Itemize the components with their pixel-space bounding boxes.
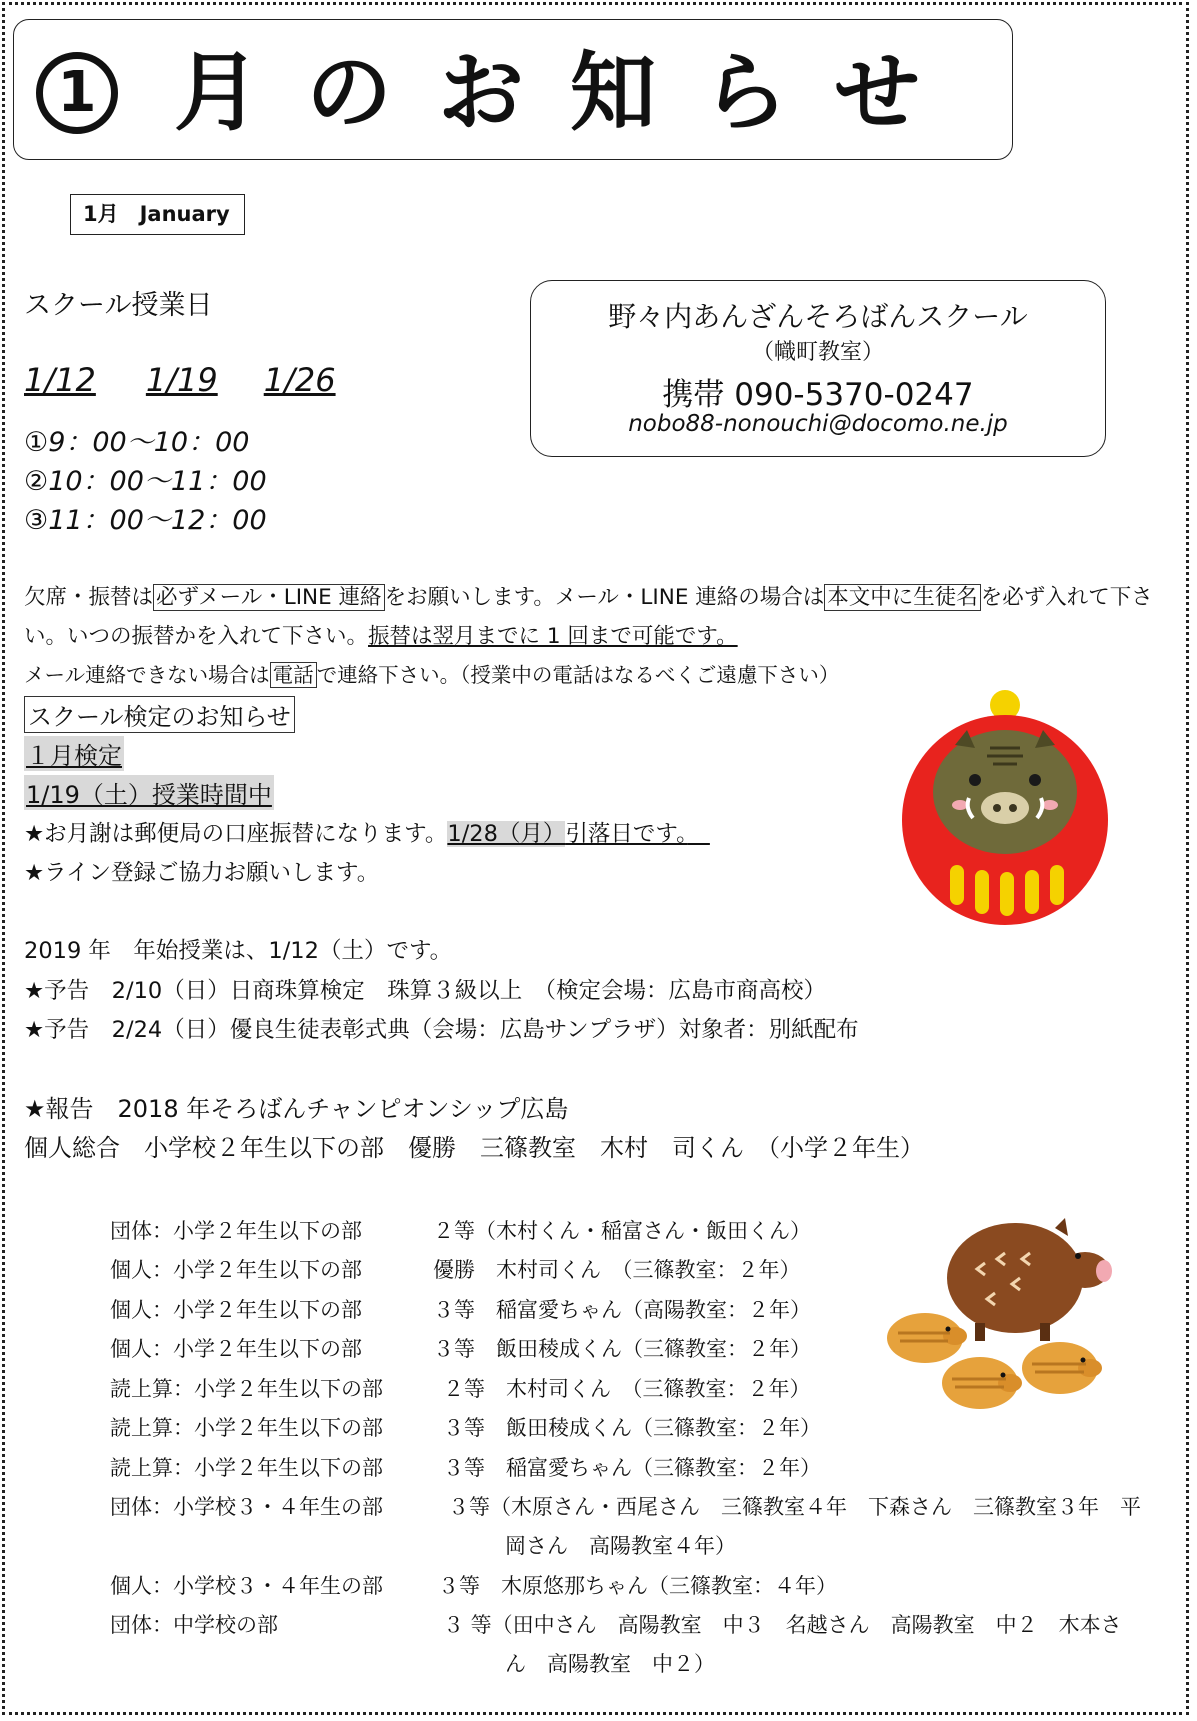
title-char: の	[306, 43, 392, 143]
phone-number: 携帯 090-5370-0247	[662, 377, 974, 413]
notice-text: をお願いします。メール・LINE 連絡の場合は	[384, 585, 825, 610]
result-category: 読上算：小学２年生以下の部	[110, 1416, 383, 1440]
preview-notice: ★予告 2/10（日）日商珠算検定 珠算３級以上 （検定会場：広島市商高校）	[24, 978, 826, 1004]
notice-text: 欠席・振替は	[24, 585, 154, 610]
result-category: 個人：小学２年生以下の部	[110, 1337, 362, 1361]
class-time: ③11：00〜12：00	[24, 505, 267, 536]
exam-month: １月検定	[24, 736, 124, 771]
result-category: 団体：中学校の部	[110, 1613, 278, 1637]
page-title	[13, 19, 1013, 160]
report-heading: ★報告 2018 年そろばんチャンピオンシップ広島	[24, 1095, 569, 1123]
school-dates	[24, 361, 336, 399]
title-char: お	[438, 43, 524, 143]
school-date: 1/26	[263, 361, 336, 399]
school-date: 1/12	[24, 361, 96, 399]
contact-box	[530, 280, 1106, 457]
school-days-heading: スクール授業日	[24, 290, 213, 321]
first-class-notice: 2019 年 年始授業は、1/12（土）です。	[24, 938, 453, 964]
result-category: 個人：小学２年生以下の部	[110, 1258, 362, 1282]
title-char: せ	[834, 43, 920, 143]
notice-text: メール連絡できない場合は	[24, 663, 270, 687]
boar-family-illustration	[880, 1208, 1120, 1433]
fee-notice	[24, 816, 710, 848]
result-detail: ３ 等（田中さん 高陽教室 中３ 名越さん 高陽教室 中２ 木本さ	[443, 1613, 1122, 1637]
notice-text: を必ず入れて下さ	[980, 585, 1153, 610]
result-detail: 優勝 木村司くん （三篠教室：２年）	[433, 1258, 801, 1282]
result-detail: ２等 木村司くん （三篠教室：２年）	[443, 1377, 811, 1401]
fee-text: ★お月謝は郵便局の口座振替になります。	[24, 821, 448, 847]
notice-line	[24, 619, 738, 650]
month-number: 1	[57, 60, 97, 125]
month-number-circle	[36, 52, 118, 134]
fee-text: 引落日です。	[565, 821, 688, 847]
exam-date: 1/19（土）授業時間中	[24, 775, 274, 810]
notice-boxed-text: 本文中に生徒名	[824, 584, 981, 611]
result-category: 団体：小学校３・４年生の部	[110, 1495, 383, 1519]
notice-line	[24, 658, 839, 688]
result-detail: ３等 稲富愛ちゃん（三篠教室：２年）	[443, 1456, 821, 1480]
email-address: nobo88-nonouchi@docomo.ne.jp	[628, 411, 1008, 437]
result-category: 個人：小学２年生以下の部	[110, 1298, 362, 1322]
title-char: 知	[570, 43, 656, 143]
title-char: ら	[702, 43, 788, 143]
result-category: 読上算：小学２年生以下の部	[110, 1456, 383, 1480]
school-branch: （幟町教室）	[751, 340, 884, 365]
exam-heading: スクール検定のお知らせ	[24, 696, 295, 733]
report-highlight: 個人総合 小学校２年生以下の部 優勝 三篠教室 木村 司くん （小学２年生）	[24, 1134, 924, 1162]
notice-text: で連絡下さい。（授業中の電話はなるべくご遠慮下さい）	[316, 663, 840, 687]
notice-underlined-text: 振替は翌月までに 1 回まで可能です。	[368, 624, 738, 649]
notice-boxed-text: 必ずメール・LINE 連絡	[153, 584, 385, 611]
notice-boxed-text: 電話	[270, 662, 317, 688]
result-detail: ３等 飯田稜成くん（三篠教室：２年）	[433, 1337, 811, 1361]
result-detail: ３等（木原さん・西尾さん 三篠教室４年 下森さん 三篠教室３年 平	[448, 1495, 1141, 1519]
notice-text: い。いつの振替かを入れて下さい。	[24, 624, 369, 649]
notice-line	[24, 580, 1153, 611]
class-time: ①9：00〜10：00	[24, 427, 250, 458]
result-detail-continued: 岡さん 高陽教室４年）	[505, 1534, 736, 1558]
result-detail: ３等 木原悠那ちゃん（三篠教室：４年）	[438, 1574, 837, 1598]
school-date: 1/19	[145, 361, 218, 399]
result-detail: ３等 稲富愛ちゃん（高陽教室：２年）	[433, 1298, 811, 1322]
month-label: 1月 January	[70, 194, 245, 235]
school-name: 野々内あんざんそろばんスクール	[608, 300, 1028, 333]
result-category: 読上算：小学２年生以下の部	[110, 1377, 383, 1401]
title-char: 月	[174, 43, 260, 143]
daruma-boar-illustration	[895, 690, 1115, 930]
preview-notice: ★予告 2/24（日）優良生徒表彰式典（会場：広島サンプラザ）対象者：別紙配布	[24, 1017, 859, 1043]
result-detail: ２等（木村くん・稲富さん・飯田くん）	[433, 1219, 811, 1243]
class-time: ②10：00〜11：00	[24, 466, 267, 497]
fee-date: 1/28（月）	[447, 821, 566, 847]
result-detail-continued: ん 高陽教室 中２）	[505, 1652, 715, 1676]
result-category: 個人：小学校３・４年生の部	[110, 1574, 383, 1598]
result-detail: ３等 飯田稜成くん（三篠教室：２年）	[443, 1416, 821, 1440]
result-category: 団体：小学２年生以下の部	[110, 1219, 362, 1243]
line-registration: ★ライン登録ご協力お願いします。	[24, 860, 380, 886]
